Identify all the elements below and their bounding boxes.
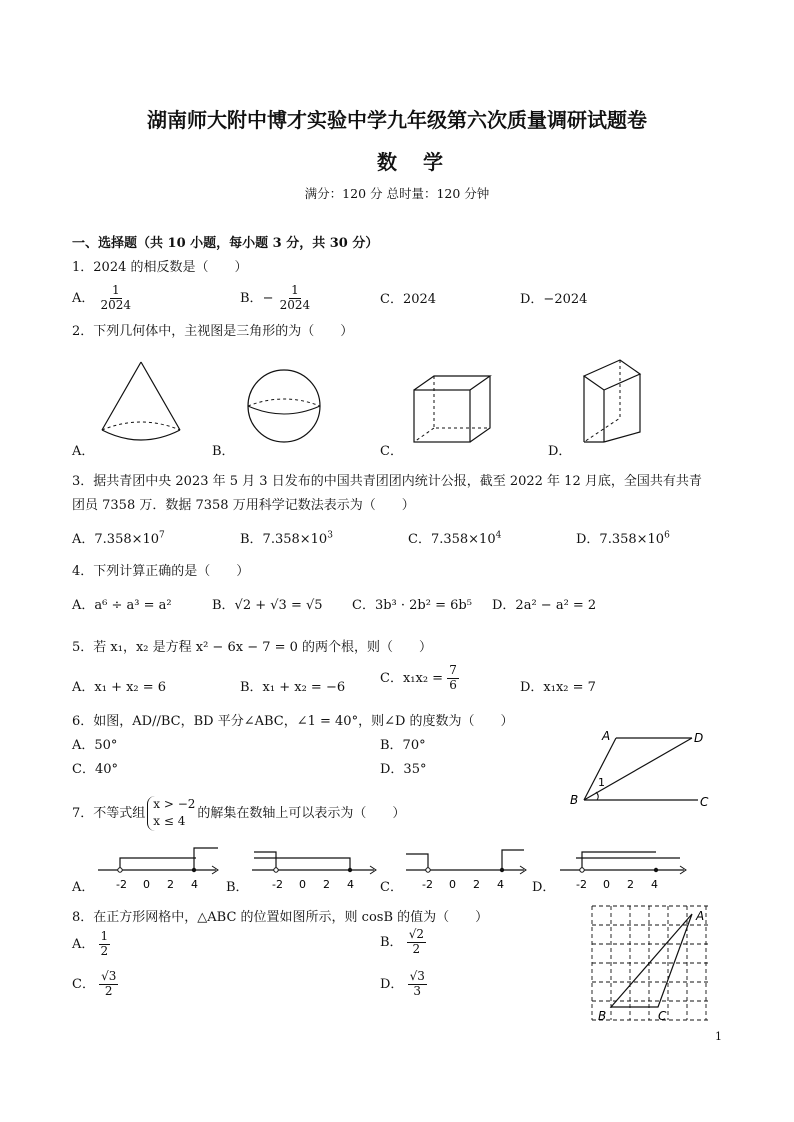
q1-option-d: D．−2024 [520,292,588,307]
q3-option-a: A．$7.358\times 10^7$ [72,530,165,547]
number-line-d [556,844,690,892]
svg-text:0: 0 [449,878,456,891]
q8-option-d: D． $\frac{√3}{3}$ [380,969,425,998]
q2-option-c: C． [380,444,403,459]
svg-text:-2: -2 [576,878,587,891]
q1-option-a: A． $\frac{1}{2024}$ [72,283,132,312]
subject-title: 数学 [377,150,469,174]
fraction: $\frac{1}{2024}$ [100,283,132,312]
inequality-system: x > −2 x ≤ 4 [147,796,195,831]
question-4-stem: 4．下列计算正确的是（ ） [72,564,250,579]
svg-text:2: 2 [627,878,634,891]
svg-text:2: 2 [167,878,174,891]
svg-text:-2: -2 [422,878,433,891]
sphere-figure [244,366,324,446]
q8-option-a: A． $\frac{1}{2}$ [72,929,109,958]
exam-title: 湖南师大附中博才实验中学九年级第六次质量调研试题卷 [147,108,647,132]
question-2-stem: 2．下列几何体中，主视图是三角形的为（ ） [72,324,354,339]
svg-text:0: 0 [603,878,610,891]
fraction: $\frac{√3}{3}$ [409,969,425,998]
svg-text:0: 0 [299,878,306,891]
svg-text:2: 2 [323,878,330,891]
grid-triangle-figure [586,900,720,1030]
fraction: $\frac{√3}{2}$ [101,969,117,998]
q6-option-b: B．70° [380,738,426,753]
q8-option-b: B． $\frac{√2}{2}$ [380,927,424,956]
q2-option-d: D． [548,444,572,459]
q2-option-b: B． [212,444,235,459]
question-3-stem-line1: 3．据共青团中央 2023 年 5 月 3 日发布的中国共青团团内统计公报，截至 2022 年 12 月底，全国共有共青 [72,474,702,489]
svg-text:4: 4 [651,878,658,891]
q1-option-c: C．2024 [380,292,437,307]
svg-text:-2: -2 [116,878,127,891]
q7-option-a: A． [72,880,95,895]
q3-option-d: D．$7.358\times 10^6$ [576,530,670,547]
q4-option-a: A．a⁶ ÷ a³ = a² [72,598,172,613]
angle-label: 1 [598,776,605,789]
q6-option-a: A．50° [72,738,118,753]
exam-meta: 满分：120 分 总时量：120 分钟 [304,186,490,201]
svg-text:2: 2 [473,878,480,891]
triangle-abc [611,914,692,1007]
cube-figure [410,372,496,446]
q4-option-b: B．√2 + √3 = √5 [212,598,323,613]
q7-option-c: C． [380,880,403,895]
label-b: B [570,793,579,807]
q5-option-c: C．x₁x₂ = $\frac{7}{6}$ [380,663,457,692]
question-1-stem: 1．2024 的相反数是（ ） [72,260,248,275]
svg-text:-2: -2 [272,878,283,891]
label-c: C [700,795,709,809]
prism-figure [580,356,644,446]
fraction: $\frac{1}{2024}$ [279,283,311,312]
q5-option-a: A．x₁ + x₂ = 6 [72,680,167,695]
label-a: A [602,729,611,743]
q5-option-b: B．x₁ + x₂ = −6 [240,680,346,695]
cone-figure [96,358,186,450]
q7-option-d: D． [532,880,556,895]
svg-text:4: 4 [191,878,198,891]
svg-text:0: 0 [143,878,150,891]
q3-option-c: C．$7.358\times 10^4$ [408,530,502,547]
question-3-stem-line2: 团员 7358 万．数据 7358 万用科学记数法表示为（ ） [72,498,415,513]
number-line-b [248,844,382,892]
q5-option-d: D．x₁x₂ = 7 [520,680,596,695]
svg-text:4: 4 [497,878,504,891]
q1-option-b: B．− $\frac{1}{2024}$ [240,283,311,312]
label-b: B [598,1009,607,1023]
svg-text:4: 4 [347,878,354,891]
q2-option-a: A． [72,444,95,459]
q6-option-d: D．35° [380,762,427,777]
q4-option-d: D．2a² − a² = 2 [492,598,597,613]
question-7-stem: 7．不等式组 x > −2 x ≤ 4 的解集在数轴上可以表示为（ ） [72,796,405,831]
fraction: $\frac{1}{2}$ [100,929,109,958]
parallel-lines-figure [560,724,730,816]
q6-option-c: C．40° [72,762,118,777]
q7-option-b: B． [226,880,249,895]
fraction: $\frac{7}{6}$ [449,663,457,692]
label-a: A [696,909,705,923]
q4-option-c: C．3b³ · 2b² = 6b⁵ [352,598,472,613]
fraction: $\frac{√2}{2}$ [408,927,424,956]
question-5-stem: 5．若 x₁，x₂ 是方程 x² − 6x − 7 = 0 的两个根，则（ ） [72,640,433,655]
question-8-stem: 8．在正方形网格中，△ABC 的位置如图所示，则 cosB 的值为（ ） [72,910,489,925]
number-line-c [402,844,532,892]
number-line-a [94,844,224,892]
q3-option-b: B．$7.358\times 10^3$ [240,530,333,547]
question-6-stem: 6．如图，AD//BC，BD 平分∠ABC，∠1 = 40°，则∠D 的度数为（ ） [72,714,514,729]
label-d: D [694,731,704,745]
page-number: 1 [715,1030,722,1043]
label-c: C [658,1009,667,1023]
section-heading: 一、选择题（共 10 小题，每小题 3 分，共 30 分） [72,236,379,251]
q8-option-c: C． $\frac{√3}{2}$ [72,969,117,998]
